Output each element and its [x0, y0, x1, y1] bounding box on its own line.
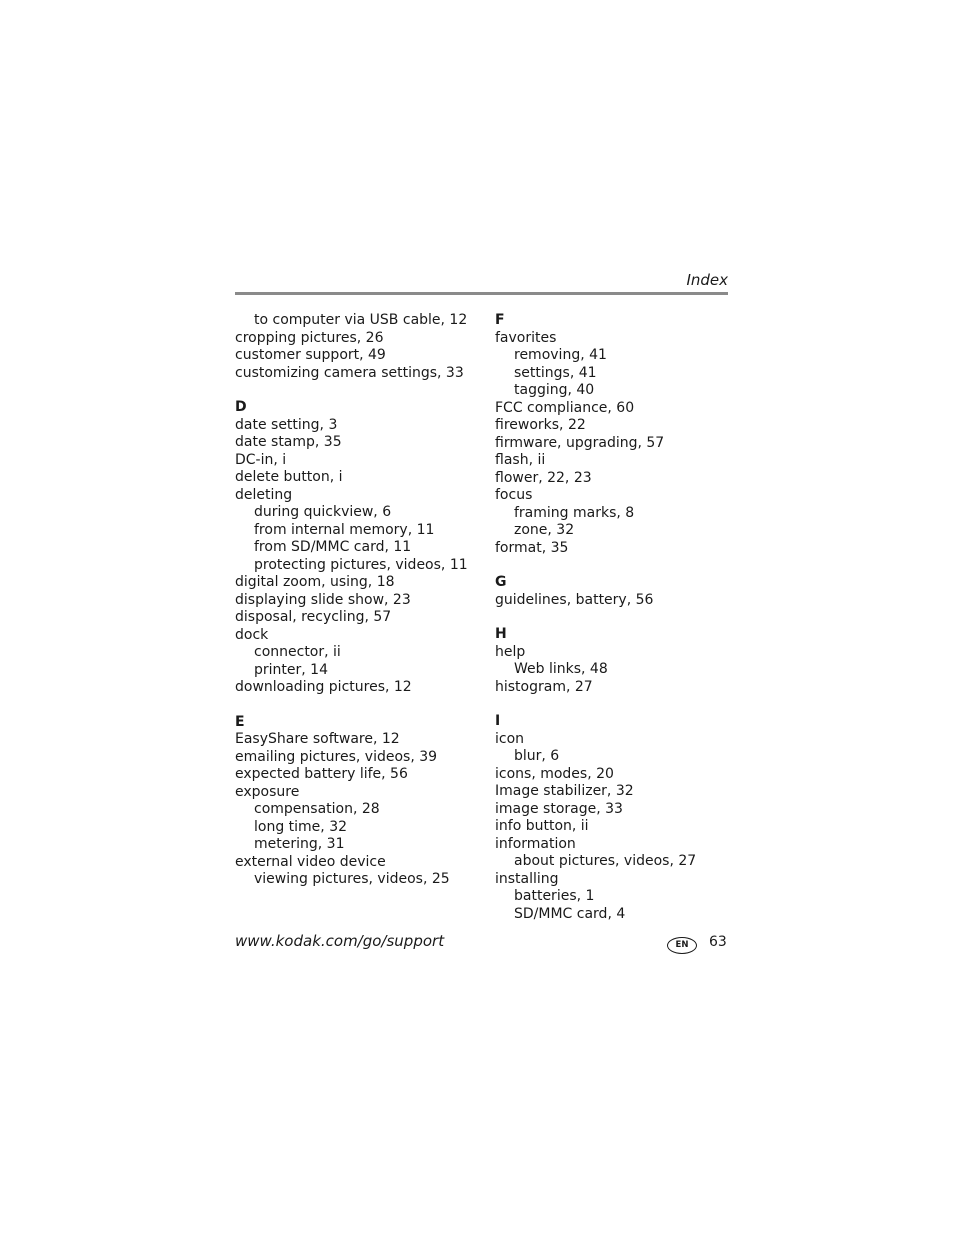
index-entry: expected battery life, 56: [235, 766, 408, 782]
index-entry: cropping pictures, 26: [235, 329, 384, 346]
index-subentry: zone, 32: [514, 522, 575, 538]
page-number: 63: [709, 934, 727, 950]
section-gap: [235, 697, 490, 714]
index-entry: firmware, upgrading, 57: [495, 434, 665, 451]
index-entry: histogram, 27: [495, 678, 593, 695]
section-gap: [495, 696, 735, 713]
section-gap: [495, 609, 735, 626]
section-gap: [495, 557, 735, 574]
index-subentry: blur, 6: [514, 748, 560, 764]
index-entry: format, 35: [495, 539, 569, 556]
index-entry: help: [495, 643, 526, 660]
index-entry: installing: [495, 870, 559, 887]
index-column-right: [495, 312, 735, 923]
language-badge: EN: [667, 937, 697, 954]
index-entry: DC-in, i: [235, 451, 287, 468]
index-subentry: protecting pictures, videos, 11: [254, 556, 468, 573]
footer-url[interactable]: www.kodak.com/go/support: [235, 932, 445, 950]
index-subentry: viewing pictures, videos, 25: [254, 871, 450, 887]
header-divider: [235, 292, 728, 295]
index-subentry: connector, ii: [254, 644, 341, 660]
index-entry: dock: [235, 626, 269, 643]
index-letter-heading: H: [495, 626, 507, 642]
index-entry: delete button, i: [235, 469, 343, 485]
running-header-title: Index: [686, 271, 728, 289]
index-letter-heading: F: [495, 312, 505, 328]
index-subentry: from internal memory, 11: [254, 521, 435, 538]
index-entry: date setting, 3: [235, 416, 338, 433]
index-entry: deleting: [235, 486, 293, 503]
index-entry: info button, ii: [495, 818, 589, 834]
index-letter-heading: E: [235, 713, 245, 730]
index-subentry: SD/MMC card, 4: [514, 905, 626, 922]
index-subentry: from SD/MMC card, 11: [254, 539, 412, 555]
index-entry: digital zoom, using, 18: [235, 574, 395, 590]
index-entry: image storage, 33: [495, 800, 623, 817]
index-entry: icons, modes, 20: [495, 765, 614, 782]
index-subentry: compensation, 28: [254, 801, 380, 817]
index-letter-heading: I: [495, 713, 501, 729]
index-entry: date stamp, 35: [235, 434, 342, 450]
index-entry: Image stabilizer, 32: [495, 783, 634, 799]
index-subentry: metering, 31: [254, 836, 345, 852]
index-subentry: printer, 14: [254, 661, 328, 678]
index-entry: focus: [495, 487, 533, 503]
index-subentry: batteries, 1: [514, 888, 595, 904]
index-entry: emailing pictures, videos, 39: [235, 748, 438, 765]
index-entry: guidelines, battery, 56: [495, 591, 654, 608]
index-column-left: [235, 312, 490, 889]
index-subentry: Web links, 48: [514, 661, 608, 677]
index-entry: icon: [495, 730, 525, 747]
index-subentry: removing, 41: [514, 347, 607, 363]
index-letter-heading: D: [235, 399, 247, 415]
index-entry: flash, ii: [495, 452, 546, 468]
index-entry: disposal, recycling, 57: [235, 609, 392, 625]
section-gap: [235, 382, 490, 399]
index-letter-heading: G: [495, 574, 507, 590]
index-subentry: framing marks, 8: [514, 504, 635, 521]
index-entry: FCC compliance, 60: [495, 399, 635, 416]
index-entry: external video device: [235, 853, 386, 870]
index-subentry: settings, 41: [514, 364, 597, 381]
index-entry: favorites: [495, 329, 557, 346]
index-entry: exposure: [235, 783, 300, 800]
index-entry: EasyShare software, 12: [235, 731, 400, 747]
index-subentry: tagging, 40: [514, 382, 595, 398]
index-subentry: about pictures, videos, 27: [514, 853, 697, 869]
index-entry: information: [495, 835, 576, 852]
index-subentry: to computer via USB cable, 12: [254, 312, 468, 328]
index-entry: flower, 22, 23: [495, 469, 592, 486]
index-entry: customizing camera settings, 33: [235, 364, 464, 381]
index-entry: customer support, 49: [235, 347, 386, 363]
index-subentry: during quickview, 6: [254, 504, 392, 520]
index-entry: displaying slide show, 23: [235, 591, 411, 608]
index-subentry: long time, 32: [254, 818, 348, 835]
index-entry: downloading pictures, 12: [235, 679, 412, 695]
index-entry: fireworks, 22: [495, 417, 586, 433]
